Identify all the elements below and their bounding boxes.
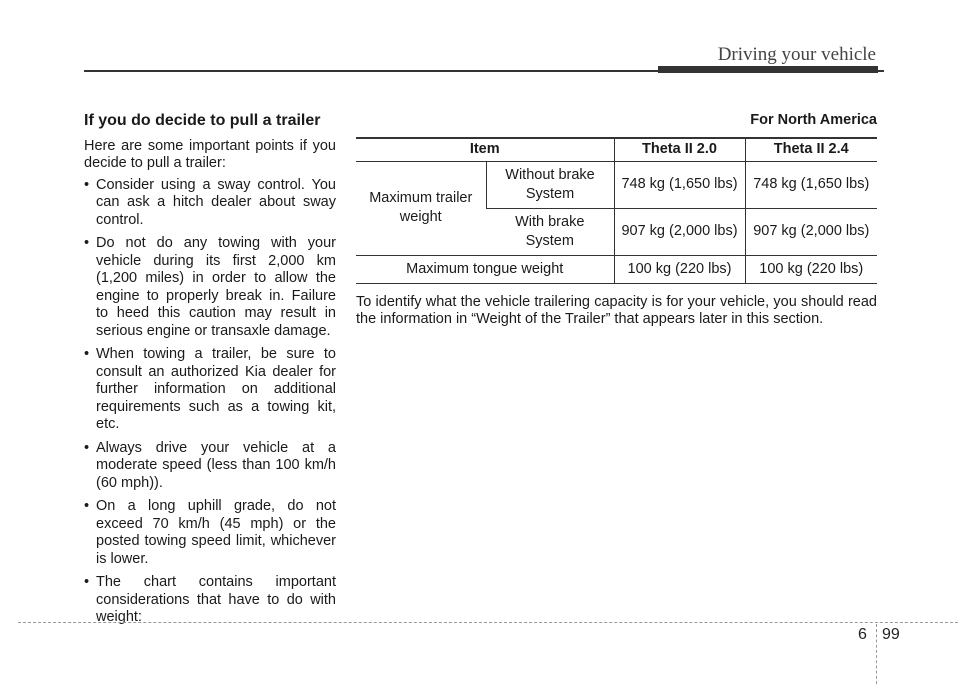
page-number-divider <box>876 624 877 684</box>
col-header-item: Item <box>356 138 614 162</box>
intro-paragraph: Here are some important points if you decide to pull a trailer: <box>84 137 336 171</box>
table-cell: 907 kg (2,000 lbs) <box>614 208 745 255</box>
table-row <box>356 161 877 208</box>
table-row <box>356 255 877 283</box>
trailer-weight-table <box>356 137 877 284</box>
header-rule <box>84 70 884 72</box>
table-cell: 748 kg (1,650 lbs) <box>745 161 877 208</box>
right-column <box>356 112 877 343</box>
bullet-item: • The chart contains important considerations that have to do with weight: <box>84 574 336 627</box>
tongue-weight-label: Maximum tongue weight <box>356 255 614 283</box>
col-header-theta-2-4: Theta II 2.4 <box>745 138 877 162</box>
table-cell: 100 kg (220 lbs) <box>745 255 877 283</box>
bullet-item: • When towing a trailer, be sure to consult an authorized Kia dealer for further information on additional requirements such as a towing kit, etc. <box>84 346 336 434</box>
table-cell: 748 kg (1,650 lbs) <box>614 161 745 208</box>
table-caption: For North America <box>750 112 877 128</box>
bullet-item: • Always drive your vehicle at a moderate speed (less than 100 km/h (60 mph)). <box>84 440 336 493</box>
max-trailer-weight-label: Maximum trailer weight <box>356 161 486 255</box>
footer-rule <box>18 622 958 623</box>
chapter-number: 6 <box>858 626 867 643</box>
bullet-item: • Consider using a sway control. You can ask a hitch dealer about sway control. <box>84 177 336 230</box>
col-header-theta-2-0: Theta II 2.0 <box>614 138 745 162</box>
bullet-item: • On a long uphill grade, do not exceed 70 km/h (45 mph) or the posted towing speed limit, whichever is lower. <box>84 498 336 568</box>
bullet-list <box>84 177 336 627</box>
section-title: If you do decide to pull a trailer <box>84 112 321 129</box>
capacity-note: To identify what the vehicle trailering capacity is for your vehicle, you should read the information in “Weight of the Trailer” that appears later in this section. <box>356 293 877 327</box>
table-cell: 907 kg (2,000 lbs) <box>745 208 877 255</box>
row-label: Without brake System <box>486 161 614 208</box>
table-header-row <box>356 138 877 162</box>
page-number: 99 <box>882 626 900 643</box>
table-cell: 100 kg (220 lbs) <box>614 255 745 283</box>
bullet-item: • Do not do any towing with your vehicle during its first 2,000 km (1,200 miles) in order to allow the engine to properly break in. Failure to heed this caution may result in serious engine or transaxle damage. <box>84 235 336 340</box>
left-column <box>84 112 336 633</box>
row-label: With brake System <box>486 208 614 255</box>
running-header: Driving your vehicle <box>717 44 876 65</box>
